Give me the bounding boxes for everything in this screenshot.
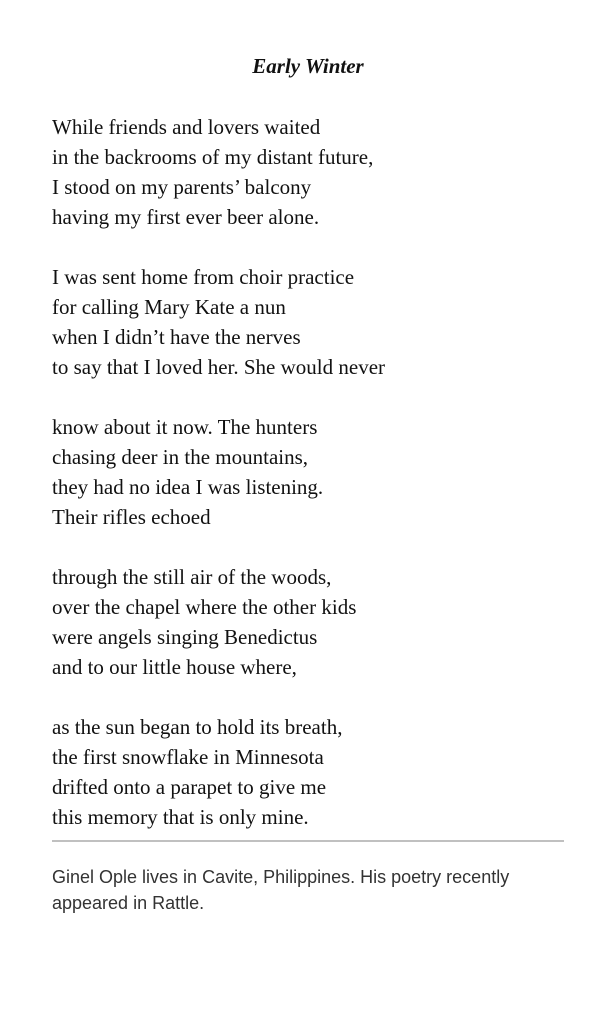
- stanza: [52, 562, 564, 682]
- poem-line: through the still air of the woods,: [52, 565, 332, 589]
- stanza: [52, 712, 564, 832]
- poem-line: the first snowflake in Minnesota: [52, 745, 324, 769]
- poem-title: Early Winter: [252, 54, 364, 78]
- poem-line: this memory that is only mine.: [52, 805, 309, 829]
- poem-line: when I didn’t have the nerves: [52, 325, 301, 349]
- author-bio: Ginel Ople lives in Cavite, Philippines. His poetry recently appeared in Rattle.: [52, 867, 510, 913]
- poem-line: to say that I loved her. She would never: [52, 355, 386, 379]
- poem-line: know about it now. The hunters: [52, 415, 318, 439]
- poem-line: having my first ever beer alone.: [52, 205, 320, 229]
- stanza: [52, 262, 564, 382]
- poem-line: Their rifles echoed: [52, 505, 211, 529]
- stanza: [52, 112, 564, 232]
- poem-line: as the sun began to hold its breath,: [52, 715, 343, 739]
- poem-line: I stood on my parents’ balcony: [52, 175, 312, 199]
- poem-line: for calling Mary Kate a nun: [52, 295, 286, 319]
- poem-line: I was sent home from choir practice: [52, 265, 355, 289]
- poem-line: chasing deer in the mountains,: [52, 445, 309, 469]
- poem-line: were angels singing Benedictus: [52, 625, 318, 649]
- poem-line: over the chapel where the other kids: [52, 595, 357, 619]
- stanza: [52, 412, 564, 532]
- divider: [52, 840, 564, 842]
- poem-line: drifted onto a parapet to give me: [52, 775, 327, 799]
- poem-line: in the backrooms of my distant future,: [52, 145, 374, 169]
- poem-line: and to our little house where,: [52, 655, 297, 679]
- poem-body: [52, 112, 564, 862]
- poem-line: While friends and lovers waited: [52, 115, 321, 139]
- poem-line: they had no idea I was listening.: [52, 475, 324, 499]
